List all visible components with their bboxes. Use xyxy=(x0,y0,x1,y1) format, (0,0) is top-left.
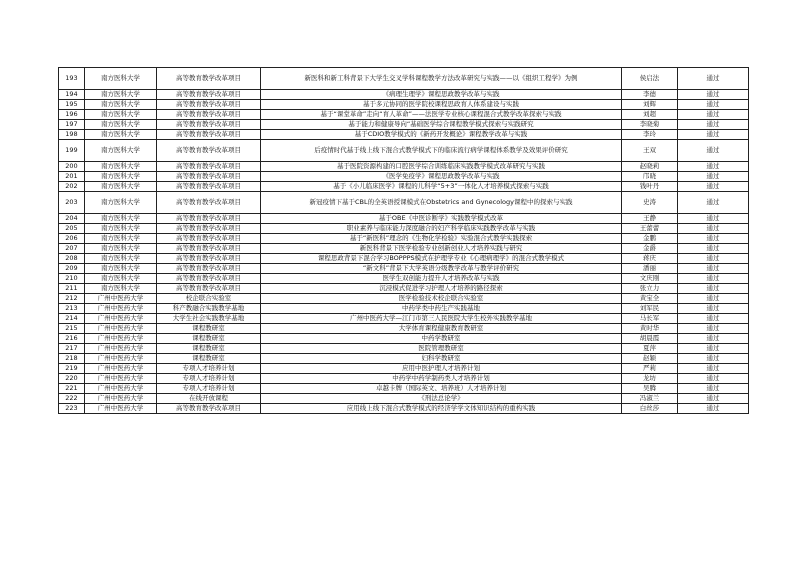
leader-cell: 冯淑兰 xyxy=(622,394,678,404)
project-cell: 中药学类中药生产实践基地 xyxy=(261,304,622,314)
school-cell: 广州中医药大学 xyxy=(85,404,157,414)
table-row xyxy=(59,130,749,140)
category-cell: 在线开放课程 xyxy=(157,394,261,404)
category-cell: 高等教育教学改革项目 xyxy=(157,162,261,172)
row-number: 223 xyxy=(59,404,85,414)
school-cell: 南方医科大学 xyxy=(85,214,157,224)
row-number: 195 xyxy=(59,100,85,110)
result-cell: 通过 xyxy=(678,162,749,172)
school-cell: 广州中医药大学 xyxy=(85,324,157,334)
project-cell: 应用线上线下混合式教学模式的经济学学文体知识结构的重构实践 xyxy=(261,404,622,414)
category-cell: 高等教育教学改革项目 xyxy=(157,254,261,264)
leader-cell: 金爵 xyxy=(622,244,678,254)
leader-cell: 严莉 xyxy=(622,364,678,374)
row-number: 215 xyxy=(59,324,85,334)
table-row xyxy=(59,334,749,344)
category-cell: 高等教育教学改革项目 xyxy=(157,110,261,120)
category-cell: 课程教研室 xyxy=(157,344,261,354)
project-cell: 中药学教研室 xyxy=(261,334,622,344)
table-row xyxy=(59,314,749,324)
project-cell: 《刑法总论学》 xyxy=(261,394,622,404)
project-cell: 基于能力和健康导向“基础医学综合课程教学模式探索与实践研究 xyxy=(261,120,622,130)
result-cell: 通过 xyxy=(678,294,749,304)
row-number: 201 xyxy=(59,172,85,182)
leader-cell: 李玲 xyxy=(622,130,678,140)
result-cell: 通过 xyxy=(678,384,749,394)
project-cell: 妇科学教研室 xyxy=(261,354,622,364)
leader-cell: 刘军民 xyxy=(622,304,678,314)
school-cell: 南方医科大学 xyxy=(85,120,157,130)
result-cell: 通过 xyxy=(678,404,749,414)
category-cell: 专项人才培养计划 xyxy=(157,374,261,384)
category-cell: 高等教育教学改革项目 xyxy=(157,234,261,244)
table-row xyxy=(59,182,749,192)
row-number: 200 xyxy=(59,162,85,172)
result-cell: 通过 xyxy=(678,192,749,214)
leader-cell: 胡晨霞 xyxy=(622,334,678,344)
table-row xyxy=(59,304,749,314)
project-cell: 大学体育课程健康教育教研室 xyxy=(261,324,622,334)
school-cell: 广州中医药大学 xyxy=(85,374,157,384)
school-cell: 广州中医药大学 xyxy=(85,394,157,404)
project-cell: 医学生双创能力提升人才培养改革与实践 xyxy=(261,274,622,284)
leader-cell: 赵晓莉 xyxy=(622,162,678,172)
project-cell: 新医科背景下医学检验专业创新创业人才培养实践与研究 xyxy=(261,244,622,254)
table-row xyxy=(59,192,749,214)
project-cell: 医学检验技术校企联合实验室 xyxy=(261,294,622,304)
row-number: 220 xyxy=(59,374,85,384)
leader-cell: 李德 xyxy=(622,90,678,100)
table-row xyxy=(59,294,749,304)
table-row xyxy=(59,274,749,284)
row-number: 206 xyxy=(59,234,85,244)
leader-cell: 吴腾 xyxy=(622,384,678,394)
school-cell: 南方医科大学 xyxy=(85,140,157,162)
row-number: 205 xyxy=(59,224,85,234)
school-cell: 南方医科大学 xyxy=(85,68,157,90)
table-row xyxy=(59,172,749,182)
school-cell: 广州中医药大学 xyxy=(85,304,157,314)
leader-cell: 侯启法 xyxy=(622,68,678,90)
project-cell: 《病理生理学》课程思政教学改革与实践 xyxy=(261,90,622,100)
row-number: 219 xyxy=(59,364,85,374)
table-row xyxy=(59,264,749,274)
table-row xyxy=(59,68,749,90)
leader-cell: 龙坊 xyxy=(622,374,678,384)
leader-cell: 史涛 xyxy=(622,192,678,214)
project-cell: 基于多元协同的医学院校课程思政育人体系建设与实践 xyxy=(261,100,622,110)
leader-cell: 白丝莎 xyxy=(622,404,678,414)
table-row xyxy=(59,110,749,120)
result-cell: 通过 xyxy=(678,110,749,120)
school-cell: 南方医科大学 xyxy=(85,100,157,110)
leader-cell: 金鹏 xyxy=(622,234,678,244)
category-cell: 高等教育教学改革项目 xyxy=(157,264,261,274)
project-cell: 新医科和新工科背景下大学生交叉学科课程教学方法改革研究与实践——以《组织工程学》为例 xyxy=(261,68,622,90)
row-number: 209 xyxy=(59,264,85,274)
category-cell: 大学生社会实践教学基地 xyxy=(157,314,261,324)
result-cell: 通过 xyxy=(678,234,749,244)
result-cell: 通过 xyxy=(678,314,749,324)
table-row xyxy=(59,162,749,172)
project-cell: 卓越卡牌（国际英文、培养班）人才培养计划 xyxy=(261,384,622,394)
row-number: 214 xyxy=(59,314,85,324)
project-cell: 基于CDIO教学模式的《新药开发概论》课程教学改革与实践 xyxy=(261,130,622,140)
result-cell: 通过 xyxy=(678,172,749,182)
table-row xyxy=(59,100,749,110)
school-cell: 广州中医药大学 xyxy=(85,344,157,354)
category-cell: 高等教育教学改革项目 xyxy=(157,404,261,414)
result-cell: 通过 xyxy=(678,284,749,294)
leader-cell: 刘超 xyxy=(622,110,678,120)
row-number: 213 xyxy=(59,304,85,314)
table-row xyxy=(59,284,749,294)
row-number: 203 xyxy=(59,192,85,214)
row-number: 194 xyxy=(59,90,85,100)
leader-cell: 黄时华 xyxy=(622,324,678,334)
category-cell: 高等教育教学改革项目 xyxy=(157,274,261,284)
result-cell: 通过 xyxy=(678,68,749,90)
table-row xyxy=(59,90,749,100)
project-cell: 应用中医护理人才培养计划 xyxy=(261,364,622,374)
row-number: 196 xyxy=(59,110,85,120)
table-row xyxy=(59,394,749,404)
leader-cell: 王蕾蕾 xyxy=(622,224,678,234)
result-cell: 通过 xyxy=(678,90,749,100)
row-number: 202 xyxy=(59,182,85,192)
table-row xyxy=(59,120,749,130)
project-cell: 基于“新医科”理念的《生物化学检验》实验混合式教学实践探索 xyxy=(261,234,622,244)
result-cell: 通过 xyxy=(678,130,749,140)
result-cell: 通过 xyxy=(678,120,749,130)
category-cell: 高等教育教学改革项目 xyxy=(157,214,261,224)
category-cell: 科产教融合实践教学基地 xyxy=(157,304,261,314)
category-cell: 高等教育教学改革项目 xyxy=(157,130,261,140)
row-number: 193 xyxy=(59,68,85,90)
school-cell: 南方医科大学 xyxy=(85,182,157,192)
project-cell: 新冠疫情下基于CBL的全英语授课模式在Obstetrics and Gynecology课程中的探索与实践 xyxy=(261,192,622,214)
school-cell: 广州中医药大学 xyxy=(85,334,157,344)
category-cell: 高等教育教学改革项目 xyxy=(157,224,261,234)
leader-cell: 夏萍 xyxy=(622,344,678,354)
category-cell: 高等教育教学改革项目 xyxy=(157,68,261,90)
project-cell: 基于医院资源构建的口腔医学综合训练临床实践教学模式改革研究与实践 xyxy=(261,162,622,172)
leader-cell: 邝晓 xyxy=(622,172,678,182)
category-cell: 高等教育教学改革项目 xyxy=(157,192,261,214)
school-cell: 南方医科大学 xyxy=(85,224,157,234)
table-row xyxy=(59,140,749,162)
table-row xyxy=(59,254,749,264)
project-cell: 课程思政背景下混合学习BOPPPS模式在护理学专业《心理病理学》的混合式教学模式 xyxy=(261,254,622,264)
school-cell: 南方医科大学 xyxy=(85,90,157,100)
result-cell: 通过 xyxy=(678,254,749,264)
table-row xyxy=(59,224,749,234)
school-cell: 南方医科大学 xyxy=(85,110,157,120)
project-cell: 医院管理教研室 xyxy=(261,344,622,354)
category-cell: 高等教育教学改革项目 xyxy=(157,120,261,130)
leader-cell: 马长军 xyxy=(622,314,678,324)
result-cell: 通过 xyxy=(678,394,749,404)
row-number: 222 xyxy=(59,394,85,404)
school-cell: 南方医科大学 xyxy=(85,172,157,182)
table-row xyxy=(59,404,749,414)
result-cell: 通过 xyxy=(678,304,749,314)
result-cell: 通过 xyxy=(678,274,749,284)
school-cell: 南方医科大学 xyxy=(85,254,157,264)
school-cell: 广州中医药大学 xyxy=(85,364,157,374)
leader-cell: 刘辉 xyxy=(622,100,678,110)
result-cell: 通过 xyxy=(678,364,749,374)
project-cell: 中药学中药学制药类人才培养计划 xyxy=(261,374,622,384)
result-cell: 通过 xyxy=(678,244,749,254)
row-number: 208 xyxy=(59,254,85,264)
school-cell: 广州中医药大学 xyxy=(85,294,157,304)
result-cell: 通过 xyxy=(678,182,749,192)
leader-cell: 蒋庆 xyxy=(622,254,678,264)
project-cell: 广州中医药大学—江门市第三人民医院大学生校外实践教学基地 xyxy=(261,314,622,324)
table-row xyxy=(59,344,749,354)
category-cell: 高等教育教学改革项目 xyxy=(157,100,261,110)
row-number: 216 xyxy=(59,334,85,344)
school-cell: 广州中医药大学 xyxy=(85,314,157,324)
school-cell: 南方医科大学 xyxy=(85,244,157,254)
row-number: 218 xyxy=(59,354,85,364)
leader-cell: 王双 xyxy=(622,140,678,162)
table-row xyxy=(59,374,749,384)
table-row xyxy=(59,354,749,364)
row-number: 207 xyxy=(59,244,85,254)
leader-cell: 黄宝全 xyxy=(622,294,678,304)
result-cell: 通过 xyxy=(678,140,749,162)
result-cell: 通过 xyxy=(678,100,749,110)
project-cell: 后疫情时代基于线上线下混合式教学模式下的临床流行病学课程体系教学及效果评价研究 xyxy=(261,140,622,162)
leader-cell: 钱叶丹 xyxy=(622,182,678,192)
category-cell: 课程教研室 xyxy=(157,324,261,334)
leader-cell: 张立力 xyxy=(622,284,678,294)
school-cell: 广州中医药大学 xyxy=(85,354,157,364)
table-body xyxy=(59,68,749,414)
result-table-page xyxy=(58,67,748,414)
result-cell: 通过 xyxy=(678,334,749,344)
result-cell: 通过 xyxy=(678,344,749,354)
project-cell: 《医学免疫学》课程思政教学改革与实践 xyxy=(261,172,622,182)
row-number: 197 xyxy=(59,120,85,130)
school-cell: 广州中医药大学 xyxy=(85,384,157,394)
category-cell: 高等教育教学改革项目 xyxy=(157,284,261,294)
project-cell: 沉浸模式促进学习护理人才培养的路径探索 xyxy=(261,284,622,294)
row-number: 211 xyxy=(59,284,85,294)
row-number: 221 xyxy=(59,384,85,394)
category-cell: 校企联合实验室 xyxy=(157,294,261,304)
category-cell: 课程教研室 xyxy=(157,334,261,344)
category-cell: 高等教育教学改革项目 xyxy=(157,182,261,192)
result-cell: 通过 xyxy=(678,224,749,234)
result-cell: 通过 xyxy=(678,264,749,274)
project-cell: 职业素养与临床能力深度融合的妇产科学临床实践教学改革与实践 xyxy=(261,224,622,234)
leader-cell: 李晓菊 xyxy=(622,120,678,130)
project-cell: 基于OBE《中医诊断学》实践教学模式改革 xyxy=(261,214,622,224)
school-cell: 南方医科大学 xyxy=(85,284,157,294)
category-cell: 专项人才培养计划 xyxy=(157,384,261,394)
row-number: 210 xyxy=(59,274,85,284)
project-list-table xyxy=(58,67,749,414)
row-number: 198 xyxy=(59,130,85,140)
category-cell: 课程教研室 xyxy=(157,354,261,364)
school-cell: 南方医科大学 xyxy=(85,162,157,172)
result-cell: 通过 xyxy=(678,324,749,334)
table-row xyxy=(59,234,749,244)
school-cell: 南方医科大学 xyxy=(85,264,157,274)
leader-cell: 王静 xyxy=(622,214,678,224)
school-cell: 南方医科大学 xyxy=(85,192,157,214)
row-number: 217 xyxy=(59,344,85,354)
table-row xyxy=(59,364,749,374)
table-row xyxy=(59,244,749,254)
table-row xyxy=(59,214,749,224)
leader-cell: 潘丽 xyxy=(622,264,678,274)
leader-cell: 赵颖 xyxy=(622,354,678,364)
project-cell: 基于“课堂革命”走向“育人革命”——法医学专业核心课程混合式教学改革探索与实践 xyxy=(261,110,622,120)
school-cell: 南方医科大学 xyxy=(85,234,157,244)
result-cell: 通过 xyxy=(678,214,749,224)
category-cell: 高等教育教学改革项目 xyxy=(157,140,261,162)
category-cell: 专项人才培养计划 xyxy=(157,364,261,374)
school-cell: 南方医科大学 xyxy=(85,130,157,140)
row-number: 212 xyxy=(59,294,85,304)
result-cell: 通过 xyxy=(678,374,749,384)
project-cell: 基于《小儿临床医学》课程的儿科学“5+3”一体化人才培养模式探索与实践 xyxy=(261,182,622,192)
row-number: 199 xyxy=(59,140,85,162)
leader-cell: 文庆刚 xyxy=(622,274,678,284)
project-cell: “新文科”背景下大学英语分级教学改革与教学评价研究 xyxy=(261,264,622,274)
result-cell: 通过 xyxy=(678,354,749,364)
school-cell: 南方医科大学 xyxy=(85,274,157,284)
table-row xyxy=(59,384,749,394)
table-row xyxy=(59,324,749,334)
category-cell: 高等教育教学改革项目 xyxy=(157,244,261,254)
row-number: 204 xyxy=(59,214,85,224)
category-cell: 高等教育教学改革项目 xyxy=(157,172,261,182)
category-cell: 高等教育教学改革项目 xyxy=(157,90,261,100)
